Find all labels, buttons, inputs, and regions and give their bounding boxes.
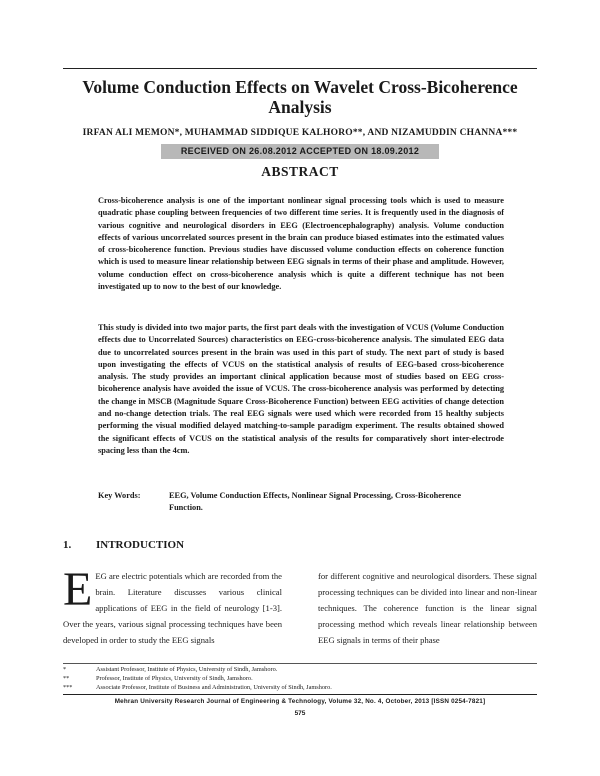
paper-title: Volume Conduction Effects on Wavelet Cross-Bicoherence Analysis [82, 77, 518, 117]
footnote-text: Professor, Institute of Physics, University of Sindh, Jamshoro. [96, 675, 253, 682]
page-number: 575 [294, 710, 306, 717]
footnote-mark: *** [63, 684, 73, 691]
top-rule [63, 68, 537, 69]
section-number: 1. [63, 539, 72, 551]
received-banner: RECEIVED ON 26.08.2012 ACCEPTED ON 18.09.2012 [161, 144, 439, 159]
author-list: IRFAN ALI MEMON*, MUHAMMAD SIDDIQUE KALHORO**, AND NIZAMUDDIN CHANNA*** [82, 128, 518, 138]
footnote-mark: ** [63, 675, 70, 682]
footnote-text: Assistant Professor, Institute of Physics, University of Sindh, Jamshoro. [96, 666, 278, 673]
intro-right-column: for different cognitive and neurological disorders. These signal processing techniques can be divided into linear and non-linear techniques. The coherence function is the linear signal processing method which reveals linear relationship between EEG signals in terms of their phase [318, 571, 537, 645]
journal-citation: Mehran University Research Journal of Engineering & Technology, Volume 32, No. 4, October, 2013 [ISSN 0254-7821] [114, 698, 486, 705]
keywords-text: EEG, Volume Conduction Effects, Nonlinear Signal Processing, Cross-Bicoherence Function. [169, 491, 462, 512]
abstract-heading: ABSTRACT [261, 164, 339, 179]
drop-cap: E [63, 563, 93, 616]
footnote [63, 683, 332, 692]
footnote-text: Associate Professor, Institute of Business and Administration, University of Sindh, Jamshoro. [96, 684, 332, 691]
footer-rule [63, 694, 537, 695]
section-title: INTRODUCTION [96, 539, 185, 551]
footnote [63, 674, 253, 683]
abstract-paragraph-1: Cross-bicoherence analysis is one of the important nonlinear signal processing tools which is used to measure quadratic phase coupling between frequencies of two different time series. It is frequently used in the diagnosis of various cognitive and neurological disorders in EEG (Electroencephalography) analysis. Volume conduction effects of various uncorrelated sources present in the brain can produce biased estimates into the estimated values of cross-bicoherence function. Previous studies have discussed volume conduction effects on coherence function which is used to measure linear relationship between EEG signals in terms of their phase and amplitude. However, volume conduction effect on cross-bicoherence analysis which is quite a different technique has not been investigated up to now to the best of our knowledge. [98, 196, 504, 292]
footnote-rule [63, 663, 537, 664]
keywords-label: Key Words: [98, 491, 141, 500]
footnote-mark: * [63, 666, 67, 673]
intro-left-text: EG are electric potentials which are recorded from the brain. Literature discusses various clinical applications of EEG in the field of neurology [1-3]. Over the years, various signal processing techniques have been developed in order to study the EEG signals [63, 571, 282, 645]
intro-left-column [63, 563, 282, 648]
footnote [63, 665, 277, 674]
abstract-paragraph-2: This study is divided into two major parts, the first part deals with the investigation of VCUS (Volume Conduction effects due to Uncorrelated Sources) characteristics on EEG-cross-bicoherence analysis. The simulated EEG data due to uncorrelated sources present in the brain was used in this part of study. The next part of study is based upon investigating the effects of VCUS on the statistical analysis of results of EEG-based cross-bicoherence analysis. The study provides an important clinical application because most of studies based on EEG cross-bicoherence analysis have avoided the issue of VCUS. The cross-bicoherence analysis was performed by detecting the change in MSCB (Magnitude Square Cross-Bicoherence Function) between EEG activities of change detection and no-change detection trials. The real EEG signals were used which were recorded from 15 healthy subjects performing the visual modified delayed matching-to-sample paradigm experiment. The results obtained showed the significant effects of VCUS on the statistical analysis of the results for comparatively short inter-electrode spacing less than the 4cm. [98, 323, 504, 455]
